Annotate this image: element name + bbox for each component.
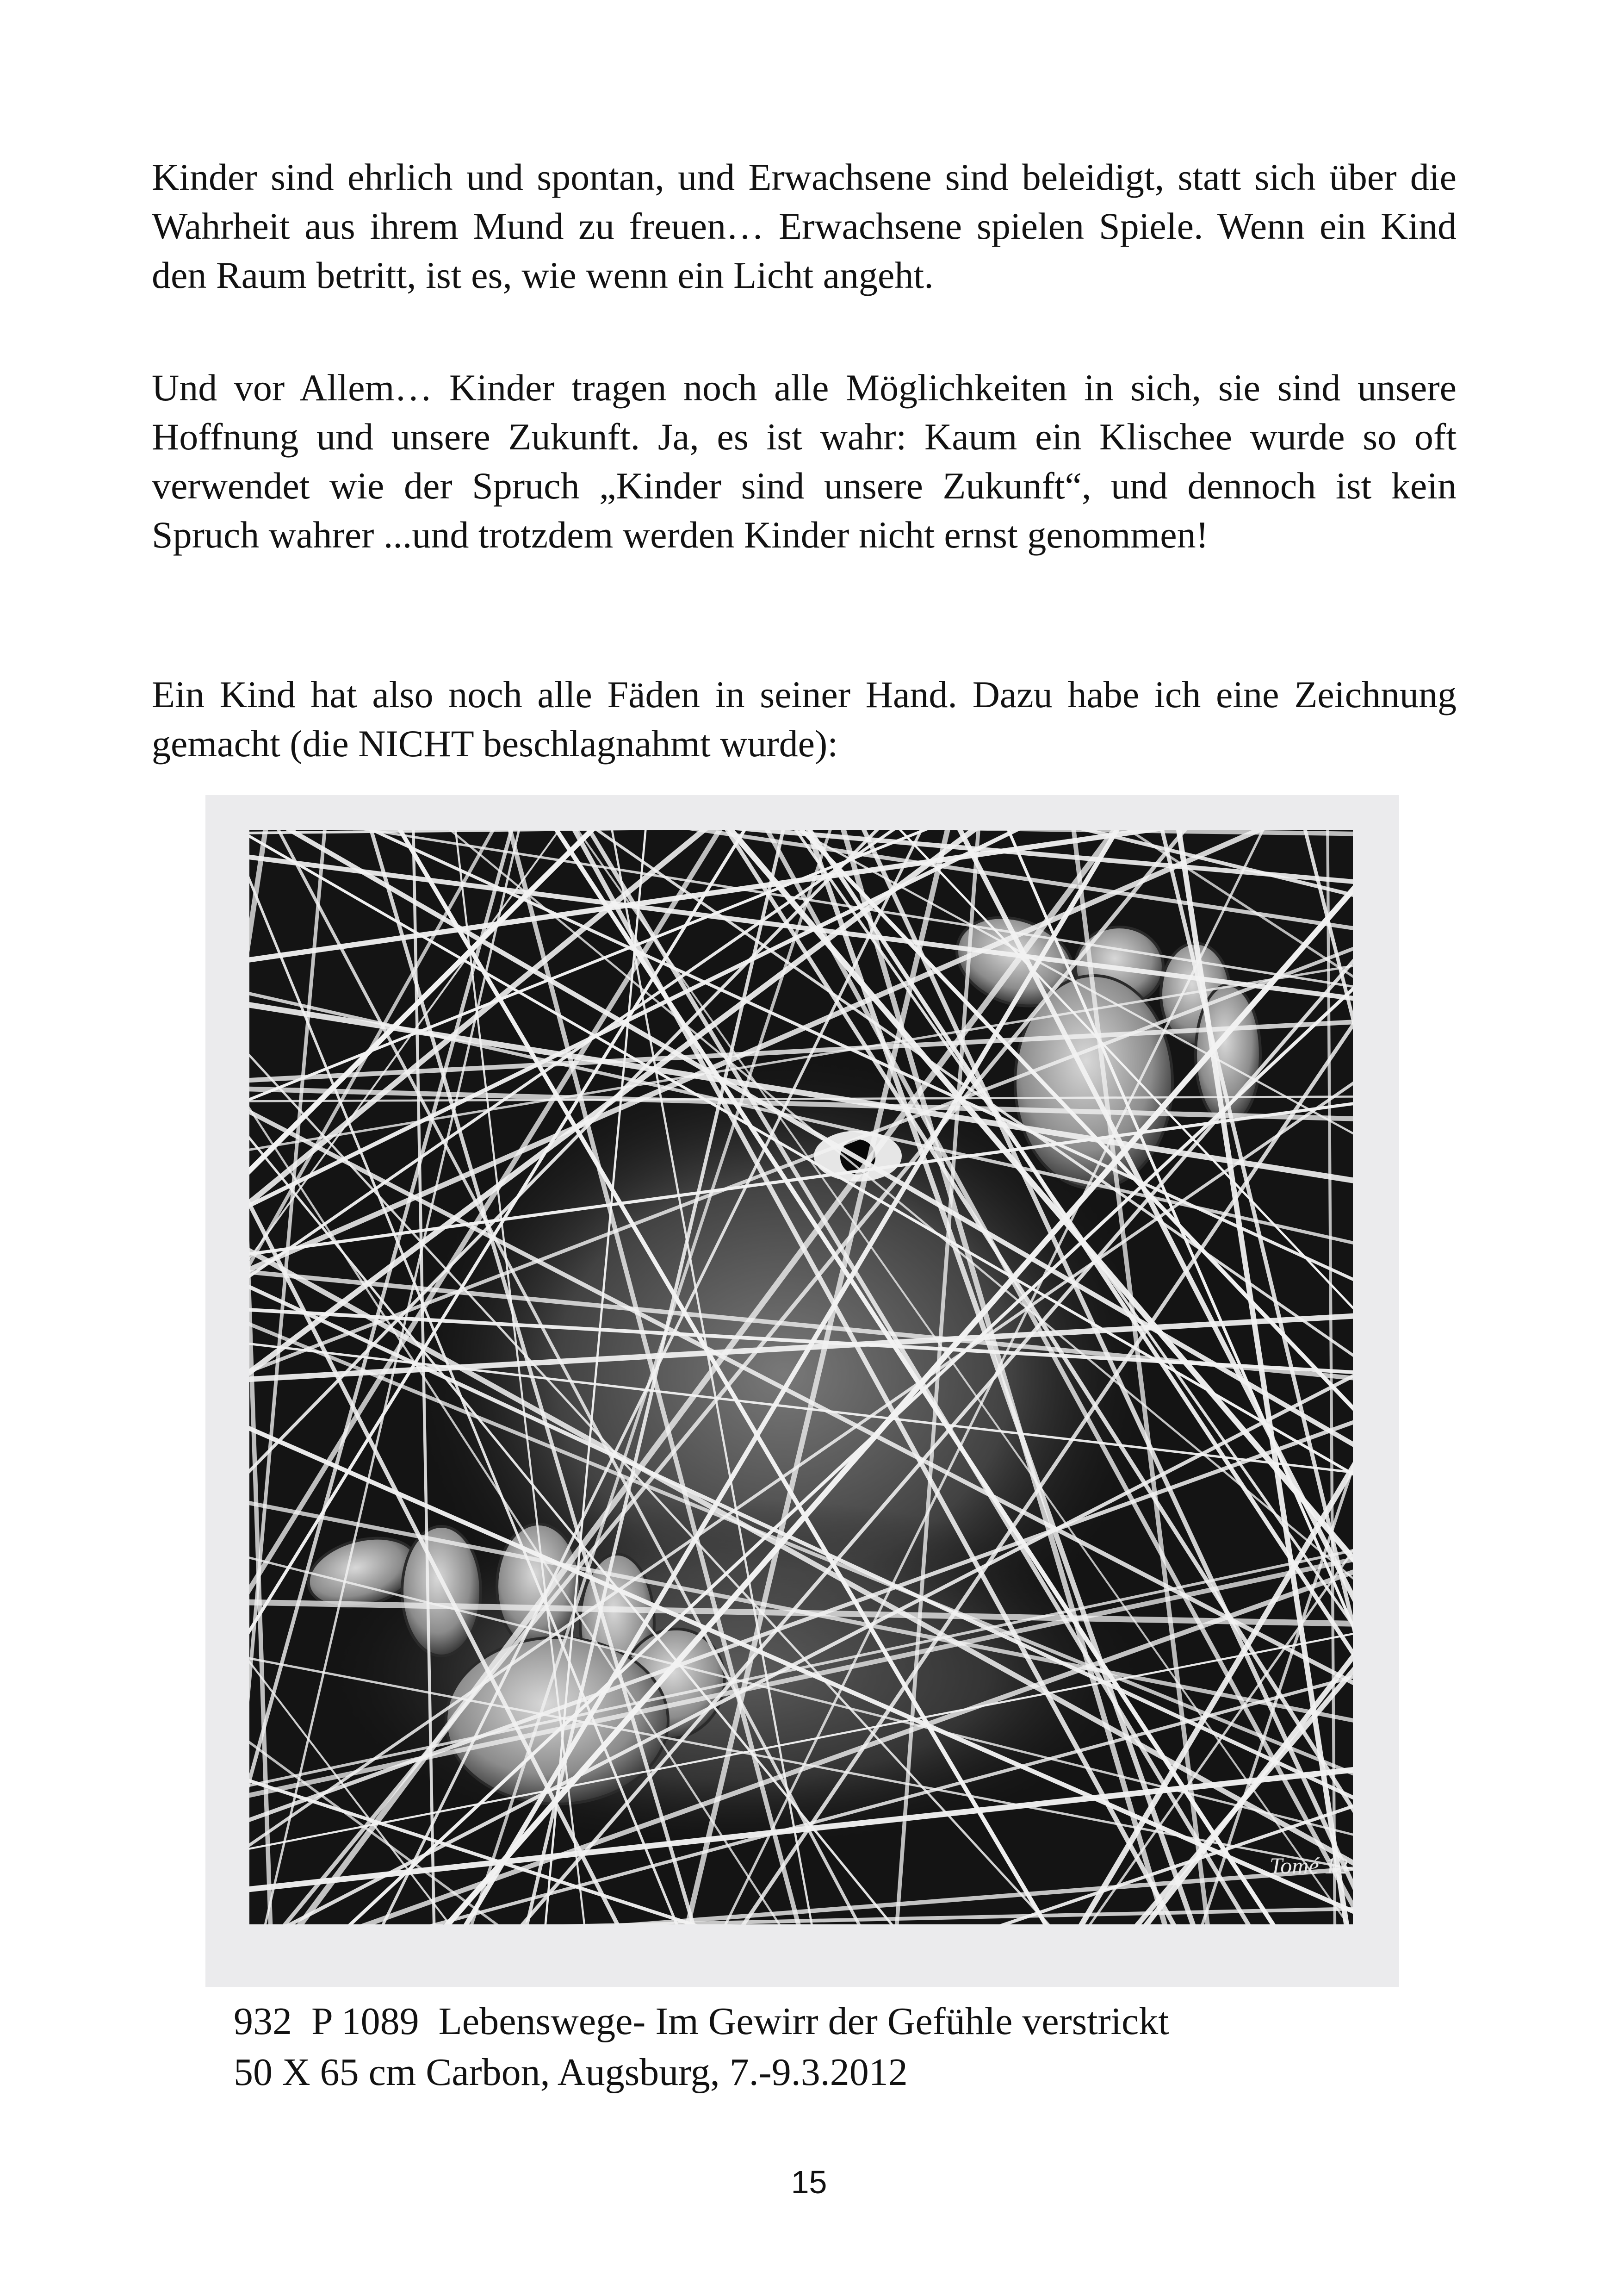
artist-signature: Tomé 12 <box>1270 1853 1348 1879</box>
charcoal-drawing <box>205 795 1399 1987</box>
page-number: 15 <box>791 2164 827 2200</box>
artwork-photo <box>205 795 1399 1987</box>
paragraph-2: Und vor Allem… Kinder tragen noch alle Möglichkeiten in sich, sie sind unsere Hoffnung und unsere Zukunft. Ja, es ist wahr: Kaum ein Klischee wurde so oft verwendet wie der Spruch „Kinder sind unsere Zukunft“, und dennoch ist kein Spruch wahrer ...und trotzdem werden Kinder nicht ernst genommen! <box>152 367 1457 556</box>
figure-caption-title: 932 P 1089 Lebenswege- Im Gewirr der Gefühle verstrickt <box>234 2000 1169 2043</box>
paragraph-1: Kinder sind ehrlich und spontan, und Erwachsene sind beleidigt, statt sich über die Wahrheit aus ihrem Mund zu freuen… Erwachsene spielen Spiele. Wenn ein Kind den Raum betritt, ist es, wie wenn ein Licht angeht. <box>152 156 1457 296</box>
figure-caption-details: 50 X 65 cm Carbon, Augsburg, 7.-9.3.2012 <box>234 2051 908 2094</box>
paragraph-3: Ein Kind hat also noch alle Fäden in seiner Hand. Dazu habe ich eine Zeichnung gemacht (die NICHT beschlagnahmt wurde): <box>152 673 1457 765</box>
